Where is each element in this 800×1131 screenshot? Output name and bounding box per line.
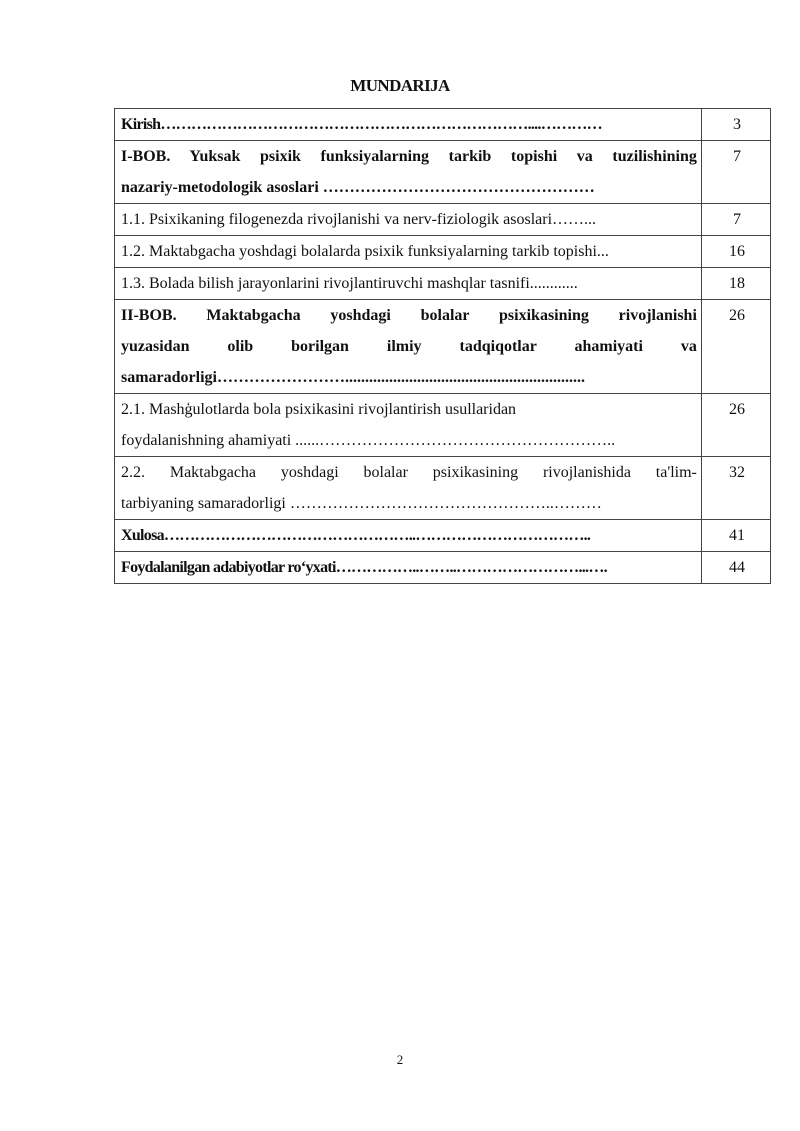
toc-entry-line: samaradorligi……………………............................................................ (121, 369, 585, 386)
toc-entry-line: Foydalanilgan adabiyotlar ro‘yxati……………..……..……………………...…. (121, 559, 607, 576)
toc-entry-line: 2.2. Maktabgacha yoshdagi bolalar psixikasining rivojlanishida ta'lim- (121, 464, 697, 481)
toc-entry-page: 7 (701, 141, 770, 204)
toc-entry-line: I-BOB. Yuksak psixik funksiyalarning tarkib topishi va tuzilishining (121, 148, 697, 165)
toc-entry-title (115, 300, 702, 394)
toc-entry-line: 1.1. Psixikaning filogenezda rivojlanishi va nerv-fiziologik asoslari……... (121, 211, 597, 228)
toc-entry-page: 18 (701, 268, 770, 300)
toc-entry-line: foydalanishning ahamiyati ......……………………………………………….. (121, 432, 616, 449)
toc-entry-line: Xulosa…………………………………………..…………………………….. (121, 527, 591, 544)
toc-row-kirish (115, 109, 771, 141)
toc-row-section-2-2 (115, 457, 771, 520)
page-number: 2 (396, 1052, 404, 1067)
toc-row-chapter-2 (115, 300, 771, 394)
toc-entry-title (115, 520, 702, 552)
toc-entry-title (115, 268, 702, 300)
toc-entry-page: 7 (701, 204, 770, 236)
toc-entry-title (115, 552, 702, 584)
toc-entry-title (115, 204, 702, 236)
toc-entry-page: 16 (701, 236, 770, 268)
toc-entry-page: 3 (701, 109, 770, 141)
toc-entry-page: 26 (701, 394, 770, 457)
toc-entry-title (115, 141, 702, 204)
toc-entry-line: II-BOB. Maktabgacha yoshdagi bolalar psixikasining rivojlanishi (121, 307, 697, 324)
toc-entry-line: 1.3. Bolada bilish jarayonlarini rivojlantiruvchi mashqlar tasnifi............ (121, 275, 578, 292)
toc-entry-line: yuzasidan olib borilgan ilmiy tadqiqotlar ahamiyati va (121, 338, 697, 355)
toc-entry-title (115, 394, 702, 457)
toc-entry-title (115, 457, 702, 520)
toc-entry-line: 1.2. Maktabgacha yoshdagi bolalarda psixik funksiyalarning tarkib topishi... (121, 243, 609, 260)
toc-row-xulosa (115, 520, 771, 552)
toc-entry-line: nazariy-metodologik asoslari …………………………………………… (121, 179, 595, 196)
toc-entry-line: tarbiyaning samaradorligi …………………………………………..……… (121, 495, 602, 512)
toc-row-section-1-3 (115, 268, 771, 300)
page-title: MUNDARIJA (350, 76, 450, 95)
toc-entry-title (115, 236, 702, 268)
toc-row-section-2-1 (115, 394, 771, 457)
toc-entry-page: 41 (701, 520, 770, 552)
toc-entry-page: 32 (701, 457, 770, 520)
toc-row-references (115, 552, 771, 584)
toc-entry-page: 26 (701, 300, 770, 394)
toc-entry-title (115, 109, 702, 141)
toc-entry-line: Kirish………………………………………………………………....………… (121, 116, 602, 133)
toc-row-section-1-1 (115, 204, 771, 236)
table-of-contents (114, 108, 771, 584)
toc-entry-line: 2.1. Mashģulotlarda bola psixikasini rivojlantirish usullaridan (121, 401, 517, 418)
toc-row-section-1-2 (115, 236, 771, 268)
toc-entry-page: 44 (701, 552, 770, 584)
toc-row-chapter-1 (115, 141, 771, 204)
